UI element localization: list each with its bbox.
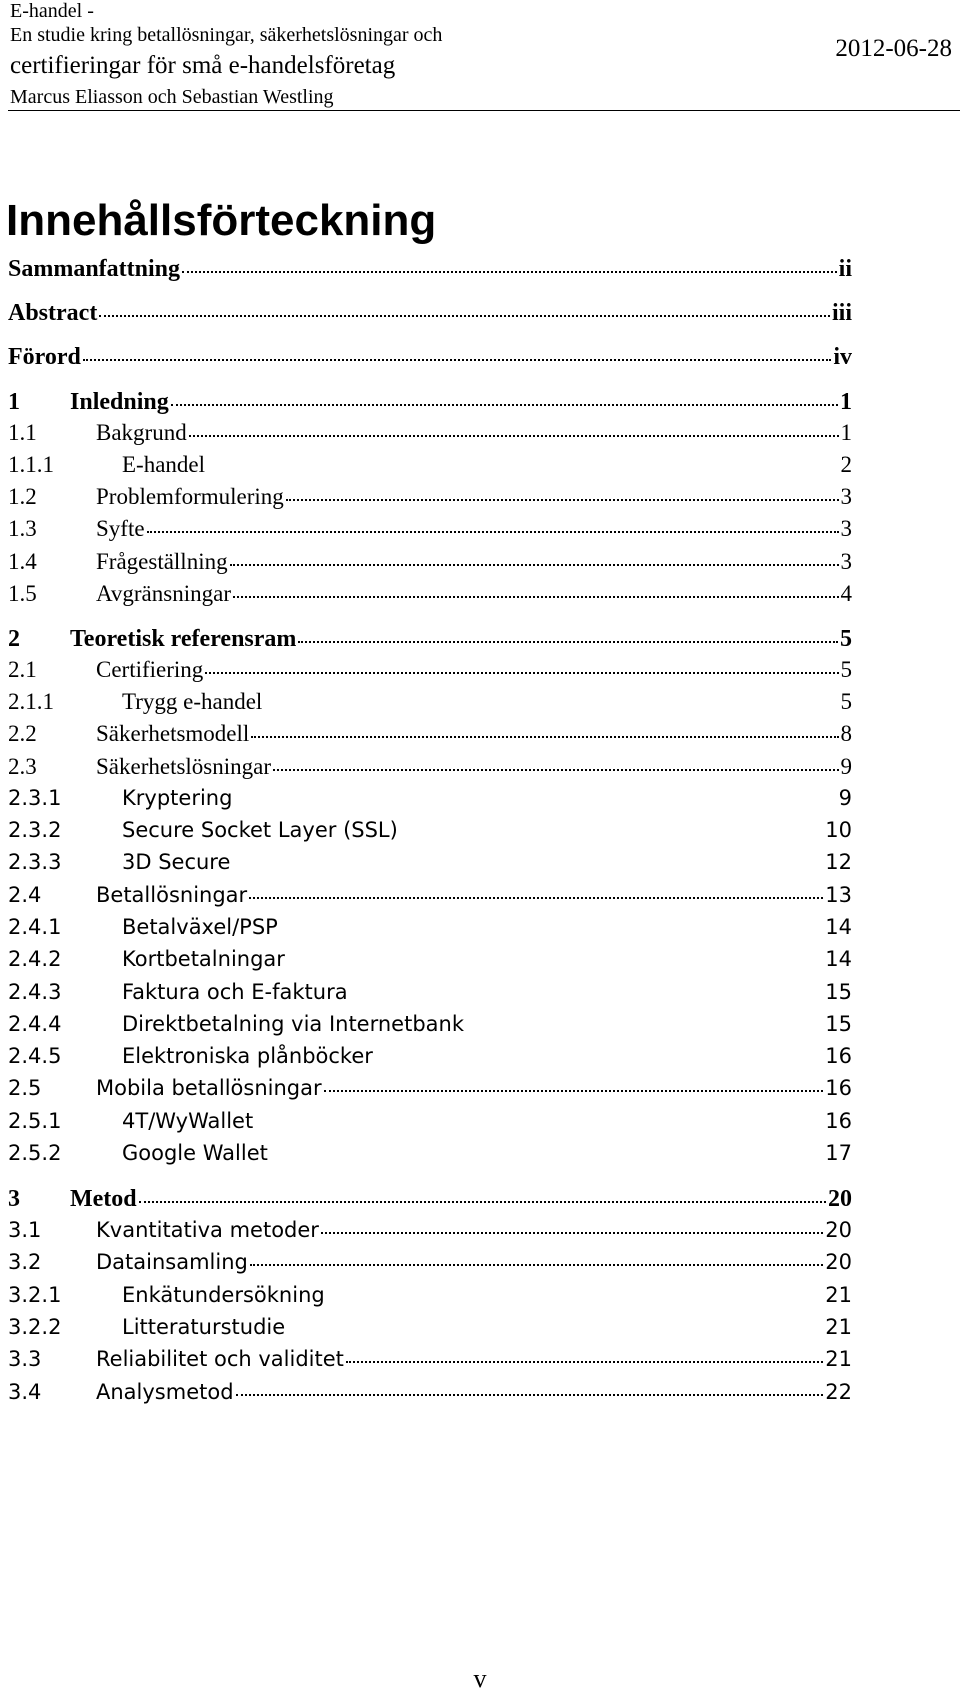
toc-entry-page: 4 [840, 581, 852, 606]
toc-entry[interactable] [8, 549, 852, 585]
toc-entry-number: 2.4.2 [8, 947, 62, 971]
toc-entry-number: 2.4 [8, 883, 42, 907]
toc-entry-number: 3.4 [8, 1380, 42, 1404]
toc-entry-page: 5 [840, 689, 852, 714]
dot-leader [233, 596, 839, 598]
toc-entry-body [122, 452, 841, 478]
toc-entry-body [96, 549, 841, 575]
toc-entry-title: Betalväxel/PSP [122, 915, 278, 939]
toc-entry-body [8, 300, 832, 327]
toc-entry-body [96, 883, 825, 907]
toc-entry-number: 3 [8, 1186, 20, 1212]
toc-entry-body [122, 980, 825, 1004]
toc-entry-title: Trygg e-handel [122, 689, 263, 714]
toc-entry-body [96, 721, 841, 747]
toc-entry-number: 3.3 [8, 1347, 42, 1371]
toc-entry-number: 1.1.1 [8, 452, 54, 477]
toc-entry[interactable] [8, 1044, 852, 1080]
toc-entry[interactable] [8, 657, 852, 693]
toc-entry[interactable] [8, 1218, 852, 1254]
toc-entry-body [96, 1218, 825, 1242]
toc-entry-body [8, 256, 839, 283]
toc-entry-number: 2.5.1 [8, 1109, 62, 1133]
toc-entry[interactable] [8, 915, 852, 951]
dot-leader [147, 531, 839, 533]
toc-entry-number: 2.1.1 [8, 689, 54, 714]
toc-entry-number: 2.5 [8, 1076, 42, 1100]
toc-entry[interactable] [8, 581, 852, 617]
toc-entry-number: 2.3.3 [8, 850, 62, 874]
toc-entry-title: Inledning [70, 389, 169, 415]
toc-entry[interactable] [8, 516, 852, 552]
toc-entry-title: Kvantitativa metoder [96, 1218, 319, 1242]
toc-entry-page: 5 [840, 657, 852, 682]
toc-entry-title: Litteraturstudie [122, 1315, 286, 1339]
toc-entry-page: 16 [825, 1076, 852, 1100]
toc-entry-body [70, 389, 840, 416]
toc-entry-page: 9 [840, 754, 852, 779]
toc-entry-body [96, 657, 841, 683]
toc-entry-page: ii [838, 256, 852, 282]
toc-entry-body [96, 516, 841, 542]
toc-entry-page: 2 [840, 452, 852, 477]
toc-entry-number: 1.4 [8, 549, 37, 574]
dot-leader [83, 359, 831, 361]
toc-entry-page: 21 [825, 1315, 852, 1339]
dot-leader [99, 315, 830, 317]
toc-entry-page: 5 [840, 626, 852, 652]
toc-entry-number: 2.2 [8, 721, 37, 746]
toc-entry[interactable] [8, 1283, 852, 1319]
toc-entry-page: 17 [825, 1141, 852, 1165]
toc-entry-page: 1 [840, 389, 852, 415]
toc-entry-body [96, 1380, 825, 1404]
toc-entry[interactable] [8, 1250, 852, 1286]
toc-entry-title: Syfte [96, 516, 145, 541]
toc-entry-page: 16 [825, 1109, 852, 1133]
dot-leader [249, 897, 823, 899]
toc-entry-page: 1 [840, 420, 852, 445]
dot-leader [324, 1090, 824, 1092]
toc-entry-number: 2.3.2 [8, 818, 62, 842]
page-header [8, 0, 960, 112]
toc-entry-body [96, 581, 841, 607]
toc-entry-number: 2.4.3 [8, 980, 62, 1004]
toc-entry-number: 3.2.1 [8, 1283, 62, 1307]
toc-entry-title: Elektroniska plånböcker [122, 1044, 373, 1068]
toc-entry-title: Abstract [8, 300, 98, 326]
toc-entry-page: 9 [838, 786, 852, 810]
toc-entry-body [122, 915, 825, 939]
toc-entry-title: Frågeställning [96, 549, 228, 574]
toc-entry-body [122, 947, 825, 971]
toc-entry-page: 21 [825, 1283, 852, 1307]
toc-entry-title: Direktbetalning via Internetbank [122, 1012, 464, 1036]
toc-entry-page: 21 [825, 1347, 852, 1371]
dot-leader [205, 672, 838, 674]
toc-entry-body [122, 786, 839, 810]
toc-entry-title: Säkerhetsmodell [96, 721, 250, 746]
toc-entry[interactable] [8, 256, 852, 292]
toc-entry[interactable] [8, 1315, 852, 1351]
toc-entry-body [122, 1044, 825, 1068]
toc-entry-page: 8 [840, 721, 852, 746]
toc-entry-number: 1.1 [8, 420, 37, 445]
toc-entry-number: 3.1 [8, 1218, 42, 1242]
header-subtitle-line1: En studie kring betallösningar, säkerhetslösningar och [10, 24, 443, 46]
dot-leader [230, 564, 839, 566]
toc-entry-title: Förord [8, 344, 81, 370]
toc-entry[interactable] [8, 1186, 852, 1222]
toc-entry-body [122, 1109, 825, 1133]
toc-entry-body [96, 1347, 825, 1371]
toc-entry-page: 14 [825, 947, 852, 971]
toc-entry-title: Mobila betallösningar [96, 1076, 322, 1100]
dot-leader [236, 1394, 824, 1396]
toc-entry-page: iv [833, 344, 852, 370]
toc-entry-title: 3D Secure [122, 850, 231, 874]
toc-entry-title: Reliabilitet och validitet [96, 1347, 344, 1371]
toc-entry-number: 1.5 [8, 581, 37, 606]
toc-entry-number: 2.1 [8, 657, 37, 682]
toc-entry-page: iii [831, 300, 852, 326]
toc-entry-page: 20 [828, 1186, 852, 1212]
toc-entry-number: 1.3 [8, 516, 37, 541]
page-number: v [473, 1664, 487, 1693]
toc-entry-title: Teoretisk referensram [70, 626, 297, 652]
toc-entry[interactable] [8, 786, 852, 822]
toc-entry[interactable] [8, 818, 852, 854]
toc-entry-number: 3.2.2 [8, 1315, 62, 1339]
toc-entry[interactable] [8, 1347, 852, 1383]
toc-entry-body [96, 420, 841, 446]
toc-entry-page: 3 [840, 516, 852, 541]
toc-entry-body [70, 1186, 828, 1213]
toc-entry-title: Secure Socket Layer (SSL) [122, 818, 398, 842]
toc-entry-title: Google Wallet [122, 1141, 268, 1165]
toc-entry[interactable] [8, 980, 852, 1016]
dot-leader [250, 1264, 823, 1266]
dot-leader [182, 271, 837, 273]
toc-entry-title: Avgränsningar [96, 581, 231, 606]
toc-entry-title: Kortbetalningar [122, 947, 285, 971]
toc-entry-title: Sammanfattning [8, 256, 181, 282]
toc-entry-body [122, 1315, 825, 1339]
dot-leader [189, 435, 839, 437]
toc-entry-number: 2.5.2 [8, 1141, 62, 1165]
dot-leader [251, 736, 838, 738]
toc-entry[interactable] [8, 689, 852, 725]
toc-entry-body [70, 626, 840, 653]
toc-entry-body [96, 1250, 825, 1274]
header-authors: Marcus Eliasson och Sebastian Westling [10, 86, 334, 108]
toc-entry-page: 13 [825, 883, 852, 907]
toc-entry-number: 2.3 [8, 754, 37, 779]
toc-entry-body [96, 484, 841, 510]
toc-entry-body [122, 1012, 825, 1036]
dot-leader [298, 641, 838, 643]
toc-entry-title: 4T/WyWallet [122, 1109, 254, 1133]
toc-entry-title: Analysmetod [96, 1380, 234, 1404]
toc-entry-title: Metod [70, 1186, 137, 1212]
toc-entry-body [122, 818, 825, 842]
toc-entry-page: 20 [825, 1218, 852, 1242]
toc-entry-title: Problemformulering [96, 484, 284, 509]
dot-leader [286, 499, 839, 501]
toc-entry[interactable] [8, 947, 852, 983]
toc-entry-body [96, 1076, 825, 1100]
toc-entry-title: Faktura och E-faktura [122, 980, 348, 1004]
toc-entry[interactable] [8, 1141, 852, 1177]
toc-entry-body [96, 754, 841, 780]
toc-entry-page: 3 [840, 484, 852, 509]
toc-entry-number: 2.4.1 [8, 915, 62, 939]
toc-heading: Innehållsförteckning [6, 196, 437, 245]
toc-entry[interactable] [8, 721, 852, 757]
toc-entry[interactable] [8, 300, 852, 336]
dot-leader [139, 1201, 826, 1203]
toc-entry-body [122, 850, 825, 874]
toc-entry[interactable] [8, 484, 852, 520]
toc-entry-number: 2.4.5 [8, 1044, 62, 1068]
header-title: E-handel - [10, 0, 94, 22]
toc-entry-number: 2 [8, 626, 20, 652]
toc-entry-title: Bakgrund [96, 420, 187, 445]
header-subtitle-line2: certifieringar för små e-handelsföretag [10, 52, 396, 79]
toc-entry-body [122, 1141, 825, 1165]
header-rule [8, 110, 960, 111]
toc-entry-page: 20 [825, 1250, 852, 1274]
toc-entry-body [8, 344, 833, 371]
toc-entry[interactable] [8, 344, 852, 380]
toc-entry[interactable] [8, 1380, 852, 1416]
toc-entry-page: 12 [825, 850, 852, 874]
toc-entry-title: Säkerhetslösningar [96, 754, 272, 779]
dot-leader [321, 1232, 823, 1234]
toc-entry-title: Betallösningar [96, 883, 248, 907]
dot-leader [346, 1361, 823, 1363]
toc-entry-page: 15 [825, 1012, 852, 1036]
toc-entry-page: 16 [825, 1044, 852, 1068]
dot-leader [171, 404, 838, 406]
toc-entry[interactable] [8, 1012, 852, 1048]
toc-entry-body [122, 1283, 825, 1307]
toc-entry[interactable] [8, 850, 852, 886]
toc-entry-title: Certifiering [96, 657, 204, 682]
toc-entry-number: 1 [8, 389, 20, 415]
toc-entry-page: 15 [825, 980, 852, 1004]
toc-entry-title: Enkätundersökning [122, 1283, 325, 1307]
toc-entry-page: 3 [840, 549, 852, 574]
toc-entry-title: E-handel [122, 452, 206, 477]
toc-entry-page: 10 [825, 818, 852, 842]
toc-entry-title: Datainsamling [96, 1250, 248, 1274]
toc-entry-body [122, 689, 841, 715]
toc-entry-page: 14 [825, 915, 852, 939]
toc-entry[interactable] [8, 452, 852, 488]
dot-leader [273, 769, 838, 771]
toc-entry-title: Kryptering [122, 786, 233, 810]
toc-entry[interactable] [8, 420, 852, 456]
toc-entry-number: 1.2 [8, 484, 37, 509]
header-date: 2012-06-28 [835, 35, 952, 62]
toc-entry[interactable] [8, 754, 852, 790]
toc-entry[interactable] [8, 1109, 852, 1145]
toc-entry-number: 3.2 [8, 1250, 42, 1274]
toc-entry[interactable] [8, 1076, 852, 1112]
toc-entry-number: 2.3.1 [8, 786, 62, 810]
toc-entry-number: 2.4.4 [8, 1012, 62, 1036]
toc-entry[interactable] [8, 883, 852, 919]
toc-entry-page: 22 [825, 1380, 852, 1404]
